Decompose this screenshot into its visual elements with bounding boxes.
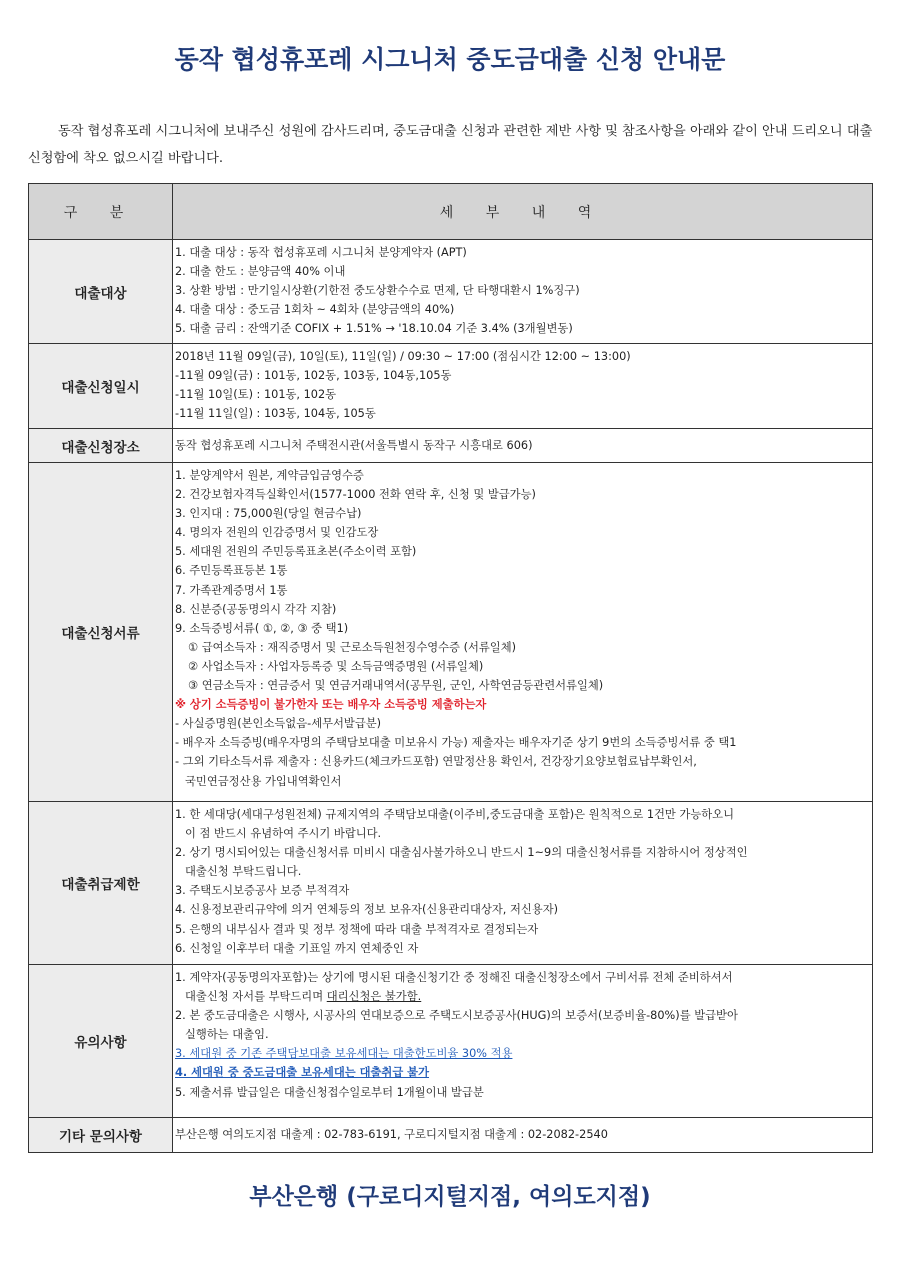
label-place: 대출신청장소 xyxy=(29,429,173,463)
label-contact: 기타 문의사항 xyxy=(29,1118,173,1153)
content-loan-target xyxy=(173,240,873,344)
list-item: 9. 소득증빙서류( ①, ②, ③ 중 택1) xyxy=(175,621,349,635)
list-item: 3. 인지대 : 75,000원(당일 현금수납) xyxy=(175,507,362,521)
list-item: 5. 세대원 전원의 주민등록표초본(주소이력 포함) xyxy=(175,545,417,559)
row-contact xyxy=(29,1118,873,1153)
list-item: -11월 10일(토) : 101동, 102동 xyxy=(175,388,337,402)
list-item: -11월 11일(일) : 103동, 104동, 105동 xyxy=(175,407,376,421)
list-item: 6. 주민등록표등본 1통 xyxy=(175,564,288,578)
list-item: 5. 제출서류 발급일은 대출신청접수일로부터 1개월이내 발급분 xyxy=(175,1085,484,1099)
list-item: 2018년 11월 09일(금), 10일(토), 11일(일) / 09:30 ~ 17:00 (점심시간 12:00 ~ 13:00) xyxy=(175,350,631,363)
page-title: 동작 협성휴포레 시그니처 중도금대출 신청 안내문 xyxy=(174,45,726,74)
header-category: 구 분 xyxy=(29,184,173,240)
list-item: -11월 09일(금) : 101동, 102동, 103동, 104동,105동 xyxy=(175,369,452,383)
list-item: 2. 대출 한도 : 분양금액 40% 이내 xyxy=(175,265,346,279)
warning-text: ※ 상기 소득증빙이 불가한자 또는 배우자 소득증빙 제출하는자 xyxy=(175,698,487,712)
list-item: - 그외 기타소득서류 제출자 : 신용카드(체크카드포함) 연말정산용 확인서, 건강장기요양보험료납부확인서, xyxy=(175,755,697,769)
list-item: 국민연금정산용 가입내역확인서 xyxy=(185,774,342,788)
row-notes xyxy=(29,965,873,1118)
list-item: 1. 대출 대상 : 동작 협성휴포레 시그니처 분양계약자 (APT) xyxy=(175,246,467,259)
label-notes: 유의사항 xyxy=(29,965,173,1118)
table-header-row xyxy=(29,184,873,240)
list-item: 4. 신용정보관리규약에 의거 연체등의 정보 보유자(신용관리대상자, 저신용자) xyxy=(175,903,559,917)
list-item xyxy=(175,987,868,1006)
list-item: 1. 분양계약서 원본, 계약금입금영수증 xyxy=(175,469,364,482)
list-item: 실행하는 대출임. xyxy=(185,1028,269,1042)
row-loan-target xyxy=(29,240,873,344)
info-table xyxy=(28,183,873,1153)
notes-underlined-text: 대리신청은 불가함. xyxy=(326,990,422,1004)
label-loan-target: 대출대상 xyxy=(29,240,173,344)
intro-paragraph: 동작 협성휴포레 시그니처에 보내주신 성원에 감사드리며, 중도금대출 신청과 관련한 제반 사항 및 참조사항을 아래와 같이 안내 드리오니 대출 신청함에 착오 없으시길 바랍니다. xyxy=(28,124,873,166)
list-item: 6. 신청일 이후부터 대출 기표일 까지 연체중인 자 xyxy=(175,941,419,955)
label-schedule: 대출신청일시 xyxy=(29,344,173,429)
list-item: 이 점 반드시 유념하여 주시기 바랍니다. xyxy=(185,827,382,841)
list-item: 5. 은행의 내부심사 결과 및 정부 정책에 따라 대출 부적격자로 결정되는자 xyxy=(175,922,539,936)
list-item: 2. 건강보험자격득실확인서(1577-1000 전화 연락 후, 신청 및 발급가능) xyxy=(175,488,536,502)
list-item: 3. 주택도시보증공사 보증 부적격자 xyxy=(175,884,350,898)
list-item: 4. 대출 대상 : 중도금 1회차 ~ 4회차 (분양금액의 40%) xyxy=(175,303,455,317)
content-place xyxy=(173,429,873,463)
list-item: 1. 계약자(공동명의자포함)는 상기에 명시된 대출신청기간 중 정해진 대출신청장소에서 구비서류 전체 준비하셔서 xyxy=(175,971,733,984)
content-restrictions xyxy=(173,802,873,965)
row-documents xyxy=(29,463,873,802)
list-item: 8. 신분증(공동명의시 각각 지참) xyxy=(175,602,337,616)
content-schedule xyxy=(173,344,873,429)
notes-highlight-item: 4. 세대원 중 중도금대출 보유세대는 대출취급 불가 xyxy=(175,1066,430,1080)
header-details: 세 부 내 역 xyxy=(173,184,873,240)
list-item: 2. 상기 명시되어있는 대출신청서류 미비시 대출심사불가하오니 반드시 1~9의 대출신청서류를 지참하시어 정상적인 xyxy=(175,846,748,860)
list-item: ① 급여소득자 : 재직증명서 및 근로소득원천징수영수증 (서류일체) xyxy=(188,640,517,654)
place-text: 동작 협성휴포레 시그니처 주택전시관(서울특별시 동작구 시흥대로 606) xyxy=(175,438,533,452)
list-item: 대출신청 부탁드립니다. xyxy=(185,865,302,879)
list-item: 4. 명의자 전원의 인감증명서 및 인감도장 xyxy=(175,526,379,540)
content-contact xyxy=(173,1118,873,1153)
list-item: 3. 상환 방법 : 만기일시상환(기한전 중도상환수수료 면제, 단 타행대환시 1%징구) xyxy=(175,284,580,298)
label-documents: 대출신청서류 xyxy=(29,463,173,802)
list-item: ② 사업소득자 : 사업자등록증 및 소득금액증명원 (서류일체) xyxy=(188,659,484,673)
list-item: 7. 가족관계증명서 1통 xyxy=(175,583,288,597)
list-item: - 배우자 소득증빙(배우자명의 주택담보대출 미보유시 가능) 제출자는 배우자기준 상기 9번의 소득증빙서류 중 택1 xyxy=(175,736,737,750)
content-notes xyxy=(173,965,873,1118)
list-item: - 사실증명원(본인소득없음-세무서발급분) xyxy=(175,717,382,731)
list-item: 5. 대출 금리 : 잔액기준 COFIX + 1.51% → '18.10.04 기준 3.4% (3개월변동) xyxy=(175,322,573,336)
list-item: ③ 연금소득자 : 연금증서 및 연금거래내역서(공무원, 군인, 사학연금등관련서류일체) xyxy=(188,679,604,693)
list-item: 2. 본 중도금대출은 시행사, 시공사의 연대보증으로 주택도시보증공사(HUG)의 보증서(보증비율-80%)를 발급받아 xyxy=(175,1009,738,1023)
row-restrictions xyxy=(29,802,873,965)
label-restrictions: 대출취급제한 xyxy=(29,802,173,965)
list-item: 1. 한 세대당(세대구성원전체) 규제지역의 주택담보대출(이주비,중도금대출 포함)은 원칙적으로 1건만 가능하오니 xyxy=(175,808,734,821)
row-schedule xyxy=(29,344,873,429)
row-place xyxy=(29,429,873,463)
notes-highlight-item: 3. 세대원 중 기존 주택담보대출 보유세대는 대출한도비율 30% 적용 xyxy=(175,1047,513,1061)
notes-text: 대출신청 자서를 부탁드리며 xyxy=(185,990,327,1004)
content-documents xyxy=(173,463,873,802)
footer-bank-name: 부산은행 (구로디지털지점, 여의도지점) xyxy=(249,1184,651,1210)
contact-text: 부산은행 여의도지점 대출계 : 02-783-6191, 구로디지털지점 대출계 : 02-2082-2540 xyxy=(175,1128,608,1142)
